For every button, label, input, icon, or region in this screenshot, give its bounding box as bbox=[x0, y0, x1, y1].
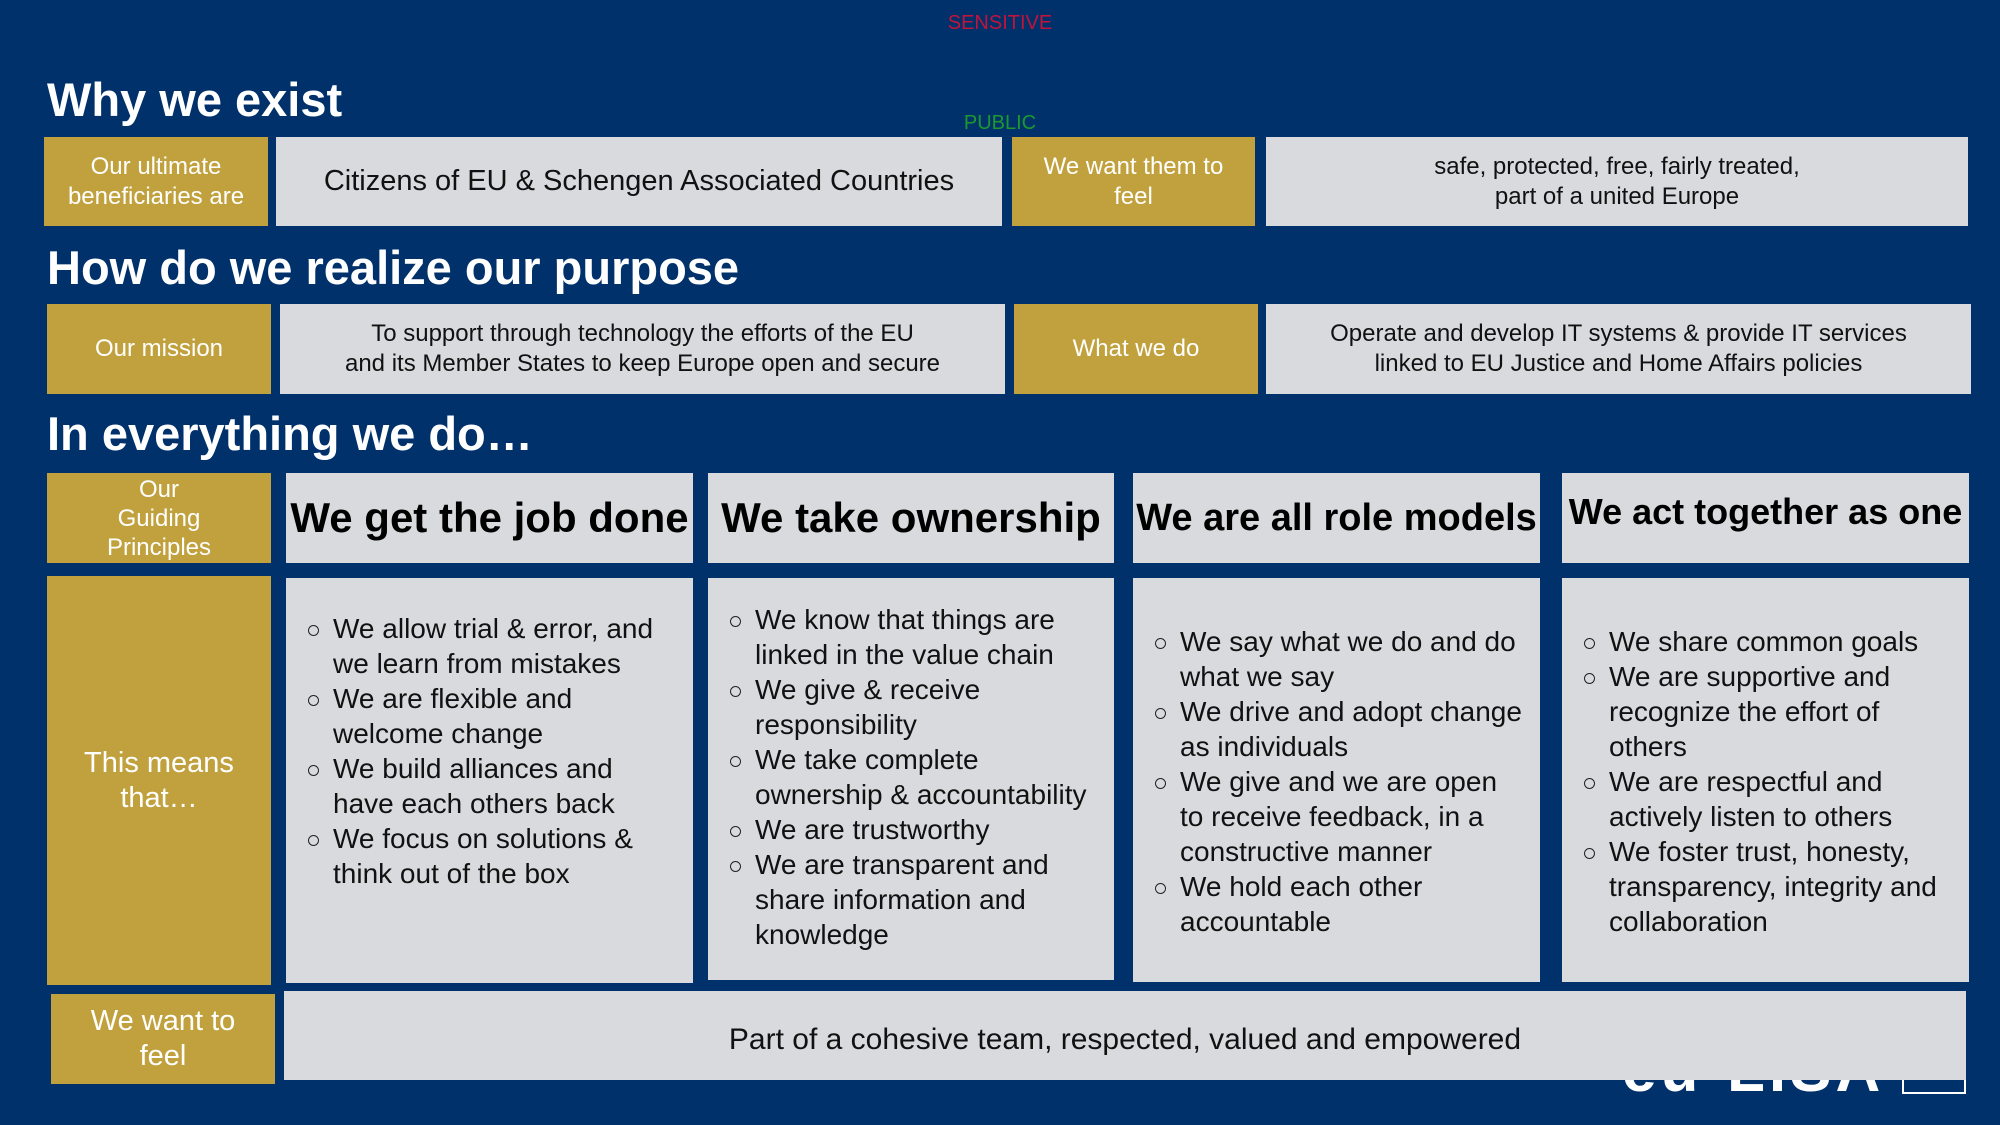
principle-title-text: We act together as one bbox=[1568, 491, 1963, 532]
what-line1: Operate and develop IT systems & provide IT services bbox=[1330, 320, 1907, 347]
means-label-line1: This means bbox=[84, 746, 234, 779]
principle-bullets-role-models bbox=[1133, 578, 1540, 982]
section-heading-why: Why we exist bbox=[47, 73, 343, 126]
principle-title-ownership bbox=[708, 473, 1114, 563]
list-item: We drive and adopt change as individuals bbox=[1153, 694, 1526, 764]
beneficiaries-value: Citizens of EU & Schengen Associated Countries bbox=[323, 165, 955, 197]
principle-bullets-job-done bbox=[286, 578, 693, 983]
principles-label-line2: Guiding bbox=[117, 504, 201, 532]
list-item: We are trustworthy bbox=[728, 812, 1100, 847]
list-item: We hold each other accountable bbox=[1153, 869, 1526, 939]
beneficiaries-value-box bbox=[276, 137, 1002, 226]
list-item: We are respectful and actively listen to others bbox=[1582, 764, 1955, 834]
footer-feel-value-box bbox=[284, 991, 1966, 1080]
principle-title-text: We are all role models bbox=[1136, 496, 1537, 539]
mission-label: Our mission bbox=[94, 335, 224, 363]
principle-bullets-ownership bbox=[708, 578, 1114, 980]
what-label: What we do bbox=[1072, 335, 1200, 363]
mission-line2: and its Member States to keep Europe open and secure bbox=[344, 350, 941, 377]
principle-title-text: We take ownership bbox=[721, 494, 1101, 541]
footer-feel-label-line2: feel bbox=[139, 1040, 187, 1072]
section-heading-everything: In everything we do… bbox=[47, 407, 533, 460]
mission-value-box bbox=[280, 304, 1005, 394]
principle-bullets-together bbox=[1562, 578, 1969, 982]
list-item: We allow trial & error, and we learn from mistakes bbox=[306, 611, 679, 681]
feel-value-line2: part of a united Europe bbox=[1494, 182, 1740, 210]
means-label-line2: that… bbox=[120, 781, 198, 814]
principles-label-box bbox=[47, 473, 271, 563]
list-item: We focus on solutions & think out of the box bbox=[306, 821, 679, 891]
list-item: We share common goals bbox=[1582, 624, 1955, 659]
public-marking: PUBLIC bbox=[963, 112, 1037, 134]
list-item: We are transparent and share information and knowledge bbox=[728, 847, 1100, 952]
sensitive-marking: SENSITIVE bbox=[947, 12, 1053, 34]
list-item: We say what we do and do what we say bbox=[1153, 624, 1526, 694]
footer-feel-label-box bbox=[51, 994, 275, 1084]
footer-feel-value: Part of a cohesive team, respected, valued and empowered bbox=[728, 1022, 1522, 1056]
what-value-box bbox=[1266, 304, 1971, 394]
principles-label-line1: Our bbox=[138, 475, 179, 503]
beneficiaries-label-box bbox=[44, 137, 268, 226]
principle-title-job-done bbox=[286, 473, 693, 563]
feel-label: We want them to feel bbox=[1043, 153, 1224, 210]
footer-feel-label-line1: We want to bbox=[90, 1005, 236, 1037]
list-item: We give and we are open to receive feedback, in a constructive manner bbox=[1153, 764, 1526, 869]
means-label-box bbox=[47, 576, 271, 985]
feel-value-box bbox=[1266, 137, 1968, 226]
principles-label-line3: Principles bbox=[106, 533, 212, 561]
list-item: We take complete ownership & accountability bbox=[728, 742, 1100, 812]
mission-label-box bbox=[47, 304, 271, 394]
what-line2: linked to EU Justice and Home Affairs policies bbox=[1374, 350, 1863, 377]
list-item: We give & receive responsibility bbox=[728, 672, 1100, 742]
list-item: We build alliances and have each others back bbox=[306, 751, 679, 821]
list-item: We know that things are linked in the value chain bbox=[728, 602, 1100, 672]
principle-title-role-models bbox=[1133, 473, 1540, 563]
principle-title-together bbox=[1562, 473, 1969, 563]
feel-value-line1: safe, protected, free, fairly treated, bbox=[1434, 152, 1800, 180]
principle-title-text: We get the job done bbox=[290, 494, 689, 541]
list-item: We are supportive and recognize the effort of others bbox=[1582, 659, 1955, 764]
feel-label-box bbox=[1012, 137, 1255, 226]
section-heading-how: How do we realize our purpose bbox=[47, 241, 740, 294]
beneficiaries-label: Our ultimate beneficiaries are bbox=[67, 153, 245, 210]
mission-line1: To support through technology the efforts of the EU bbox=[371, 320, 914, 347]
what-label-box bbox=[1014, 304, 1258, 394]
list-item: We foster trust, honesty, transparency, integrity and collaboration bbox=[1582, 834, 1955, 939]
list-item: We are flexible and welcome change bbox=[306, 681, 679, 751]
